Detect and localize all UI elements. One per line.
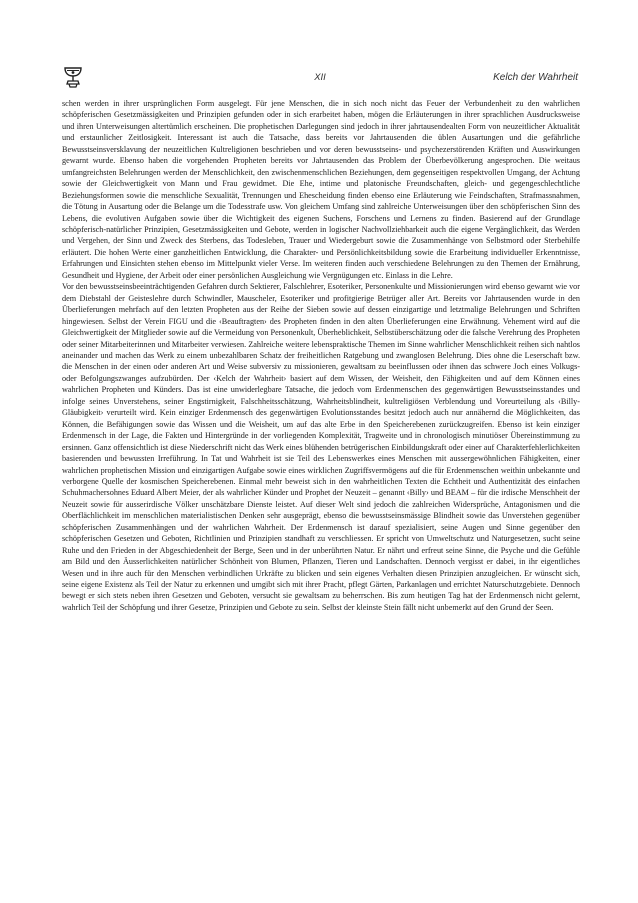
- page-header: [62, 66, 578, 90]
- page-number: XII: [314, 72, 326, 83]
- paragraph: schen werden in ihrer ursprünglichen Form ausgelegt. Für jene Menschen, die in sich noch nicht das Feuer der Verbundenheit zu den wahrlichen schöpferischen Gesetzmässigkeiten und Prinzipien gefunden oder in sich erarbeitet haben, mögen die Erläuterungen in ihrer sprachlichen Ausdrucksweise und ihren Unterweisungen altertümlich erscheinen. Die prophetischen Darlegungen sind jedoch in ihrer jahrtausendealten Form von neuzeitlicher Aktualität und erstaunlicher Zeitlosigkeit. Interessant ist auch die Tatsache, dass bereits vor Jahrtausenden die üblen Ausartungen und die gefährliche Bewusstseinsversklavung der neuzeitlichen Kultreligionen beschrieben und vor deren bewusstseins- und psychezerstörenden Kräften und Auswirkungen gewarnt wurde. Ebenso haben die vorgehenden Propheten bereits vor Jahrtausenden das Problem der Überbevölkerung angesprochen. Die weitaus umfangreichsten Belehrungen werden der Menschlichkeit, den zwischenmenschlichen Beziehungen, dem gegenseitigen respektvollen Umgang, der Achtung sowie der Gleichwertigkeit von Mann und Frau gewidmet. Die Ehe, intime und platonische Freundschaften, gleich- und gegengeschlechtliche Beziehungsformen sowie die menschliche Sexualität, Trennungen und Ehescheidung finden ebenso eine Erläuterung wie Feindschaften, Strafmassnahmen, die Tötung in Ausartung oder die Belange um die Todesstrafe usw. Von gleichem Umfang sind zahlreiche Unterweisungen über den schöpferischen Sinn des Lebens, die evolutiven Aufgaben sowie über die Wichtigkeit des eigenen Suchens, Forschens und Lernens zu finden. Basierend auf der Grundlage schöpferisch-natürlicher Prinzipien, Gesetzmässigkeiten und Gebote, werden in logischer Nachvollziehbarkeit auch die eigene Vergänglichkeit, das Werden und Vergehen, der Sinn und Zweck des Sterbens, das Todesleben, Trauer und Wiedergeburt sowie die Zusammenhänge von Selbstmord oder Sterbehilfe erläutert. Die hohen Werte einer ganzheitlichen Entwicklung, die Charakter- und Persönlichkeitsbildung sowie die Erarbeitung individueller Erkenntnisse, Erfahrungen und Einsichten stehen ebenso im Mittelpunkt vieler Verse. Im weiteren finden auch verschiedene Belehrungen zu den Themen der Ernährung, Gesundheit und Hygiene, der Arbeit oder einer persönlichen Ausgleichung wie Vergnügungen etc. Einlass in die Lehre.: [62, 99, 580, 280]
- body-text: [62, 98, 580, 613]
- book-title: Kelch der Wahrheit: [493, 72, 578, 83]
- paragraph: Vor den bewusstseinsbeeinträchtigenden Gefahren durch Sektierer, Falschlehrer, Esoteriker, Personenkulte und Missionierungen wird ebenso gewarnt wie vor dem Diebstahl der Geisteslehre durch Schwindler, Mauscheler, Esoteriker und profitgierige Betrüger aller Art. Bereits vor Jahrtausenden wurde in den Überlieferungen mehrfach auf den letzten Propheten aus der Reihe der Sieben sowie auf dessen einzigartige und letztmalige Belehrungen und Schriften hingewiesen. Selbst der Verein FIGU und die ‹Beauftragten› des Propheten finden in den alten Überlieferungen eine Erwähnung. Vehement wird auf die Gleichwertigkeit der Mitglieder sowie auf die Vermeidung von Personenkult, Überheblichkeit, Selbstüberschätzung oder die falsche Verehrung des Propheten oder seiner Mitarbeiterinnen und Mitarbeiter verwiesen. Zahlreiche weitere lebenspraktische Themen im Sinne wahrlicher Menschlichkeit reihen sich nahtlos aneinander und machen das Werk zu einem unbezahlbaren Schatz der freiheitlichen Ratgebung und zwanglosen Belehrung. Dies ohne die Leserschaft bzw. die Menschen in der einen oder anderen Art und Weise subversiv zu missionieren, gewaltsam zu beeinflussen oder ihnen das schwere Joch eines Volkugs- oder Befolgungszwanges aufzubürden. Der ‹Kelch der Wahrheit› basiert auf dem Wissen, der Weisheit, den Fähigkeiten und auf dem Können eines wahrlichen Propheten und Künders. Das ist eine unwiderlegbare Tatsache, die jedoch vom Erdenmenschen des gegenwärtigen Bewusstseinsstandes und infolge seines Unverstehens, seiner Engstirnigkeit, Falschheitsschätzung, Wahrheitsblindheit, kultreligiösen Verblendung und Voreurteilung als ‹Billy-Gläubigkeit› verurteilt wird. Kein einziger Erdenmensch des gegenwärtigen Evolutionsstandes besitzt jedoch auch nur annähernd die Möglichkeiten, das Können, die Befähigungen sowie das Wissen und die Weisheit, um auf das alte Erbe in den Speicherebenen zurückzugreifen. Ebenso ist kein einziger Erdenmensch in der Lage, die Fakten und Hintergründe in der vorliegenden Komplexität, Tragweite und in chronologisch minutiöser Übereinstimmung zu ersinnen. Ganz offensichtlich ist diese Niederschrift nicht das Werk eines blühenden betrügerischen Einbildungskraft oder einer auf Charakterfehlerlichkeiten basierenden und bewussten Irreführung. In Tat und Wahrheit ist sie Teil des Lebenswerkes eines Menschen mit aussergewöhnlichen Fähigkeiten, einer wahrlichen prophetischen Mission und einzigartigen Aufgabe sowie eines wirklichen Zugriffsvermögens auf die für Erdenmenschen weithin unbekannte und verborgene Quelle der kosmischen Speicherebenen. Einmal mehr beweist sich in den wahrheitlichen Texten die Echtheit und Authentizität des einfachen Schuhmachersohnes Eduard Albert Meier, der als wahrlicher Künder und Prophet der Neuzeit – genannt ‹Billy› und BEAM – für die irdische Menschheit der Neuzeit sowie für ausserirdische Völker unschätzbare Dienste leistet. Auf dieser Welt sind jedoch die zahlreichen Widersprüche, Antagonismen und die Oberflächlichkeit im menschlichen materialistischen Denken sehr ausgeprägt, ebenso die bewusstseinsmässige Blindheit sowie das Unverstehen gegenüber schöpferischen Zusammenhängen und der wahrlichen Wahrheit. Der Erdenmensch ist darauf spezialisiert, seine Augen und Sinne gegenüber den schöpferischen Gesetzen und Geboten, Richtlinien und Prinzipien standhaft zu verschliessen. Er spricht von Umweltschutz und Naturgesetzen, sucht seine Ruhe und den Frieden in der Abgeschiedenheit der Berge, Seen und in der unberührten Natur. Er nährt und erfreut seine Sinne, die Psyche und die Gefühle am Bild und den Äusserlichkeiten natürlicher Schönheit von Blumen, Pflanzen, Tieren und Landschaften. Dennoch vergisst er dabei, in ihr eigentliches Wesen und in ihre auch für den Menschen verbindlichen Urkräfte zu blicken und sein eigenes Verhalten diesen Prinzipien anzugleichen. Er wünscht sich, seine eigene Existenz als Teil der Natur zu erkennen und umgibt sich mit ihrer Pracht, pflegt Gärten, Parkanlagen und errichtet Naturschutzgebiete. Dennoch bewegt er sich stets neben ihren Gesetzen und Geboten, versucht sie gewaltsam zu beherrschen. Bis zum heutigen Tag hat der Erdenmensch nicht gelernt, wahrlich Teil der Schöpfung und ihrer Gesetze, Prinzipien und Gebote zu sein. Selbst der kleinste Stein fällt nicht unbemerkt auf den Grund der Seen.: [62, 282, 580, 612]
